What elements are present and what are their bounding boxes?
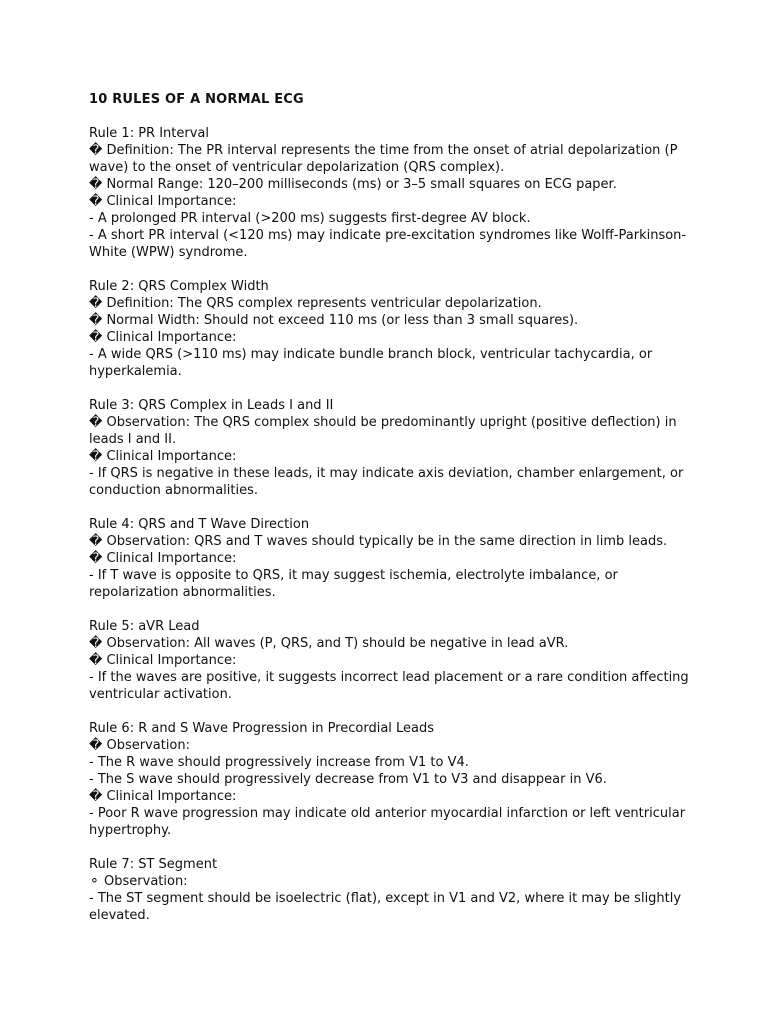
rule-heading: Rule 6: R and S Wave Progression in Precordial Leads xyxy=(89,721,435,736)
rule-6-section xyxy=(89,720,689,839)
rule-line: - If the waves are positive, it suggests incorrect lead placement or a rare condition affecting ventricular activation. xyxy=(89,670,689,702)
rule-line: � Observation: QRS and T waves should typically be in the same direction in limb leads. xyxy=(89,534,668,549)
rule-line: - The ST segment should be isoelectric (flat), except in V1 and V2, where it may be slightly elevated. xyxy=(89,891,682,923)
rule-line: � Clinical Importance: xyxy=(89,330,237,345)
rule-line: � Normal Range: 120–200 milliseconds (ms) or 3–5 small squares on ECG paper. xyxy=(89,177,617,192)
rule-line: - A short PR interval (<120 ms) may indicate pre-excitation syndromes like Wolff-Parkinson-White (WPW) syndrome. xyxy=(89,228,687,260)
rule-line: � Observation: All waves (P, QRS, and T) should be negative in lead aVR. xyxy=(89,636,569,651)
rule-line: � Definition: The QRS complex represents ventricular depolarization. xyxy=(89,296,542,311)
rule-2-section xyxy=(89,278,689,380)
rule-line: � Normal Width: Should not exceed 110 ms (or less than 3 small squares). xyxy=(89,313,579,328)
rule-line: � Clinical Importance: xyxy=(89,789,237,804)
rule-heading: Rule 7: ST Segment xyxy=(89,857,218,872)
rule-heading: Rule 4: QRS and T Wave Direction xyxy=(89,517,310,532)
rule-3-section xyxy=(89,397,689,499)
rule-heading: Rule 3: QRS Complex in Leads I and II xyxy=(89,398,334,413)
rule-heading: Rule 5: aVR Lead xyxy=(89,619,200,634)
rule-line: - A wide QRS (>110 ms) may indicate bundle branch block, ventricular tachycardia, or hyperkalemia. xyxy=(89,347,653,379)
rule-7-section xyxy=(89,856,689,924)
rule-1-section xyxy=(89,125,689,261)
rule-line: � Observation: The QRS complex should be predominantly upright (positive deflection) in leads I and II. xyxy=(89,415,677,447)
rule-line: � Observation: xyxy=(89,738,191,753)
rule-line: - If T wave is opposite to QRS, it may suggest ischemia, electrolyte imbalance, or repolarization abnormalities. xyxy=(89,568,618,600)
rule-4-section xyxy=(89,516,689,601)
rule-line: � Clinical Importance: xyxy=(89,551,237,566)
rule-line: � Clinical Importance: xyxy=(89,653,237,668)
rule-line: � Definition: The PR interval represents the time from the onset of atrial depolarization (P wave) to the onset of ventricular depolarization (QRS complex). xyxy=(89,143,678,175)
rule-line: ⚬ Observation: xyxy=(89,874,188,889)
rule-line: � Clinical Importance: xyxy=(89,449,237,464)
rule-5-section xyxy=(89,618,689,703)
rule-line: - A prolonged PR interval (>200 ms) suggests first-degree AV block. xyxy=(89,211,531,226)
document-body xyxy=(89,91,689,941)
rule-line: - Poor R wave progression may indicate old anterior myocardial infarction or left ventricular hypertrophy. xyxy=(89,806,686,838)
rule-line: - The S wave should progressively decrease from V1 to V3 and disappear in V6. xyxy=(89,772,607,787)
document-title: 10 RULES OF A NORMAL ECG xyxy=(89,92,304,107)
rule-line: - The R wave should progressively increase from V1 to V4. xyxy=(89,755,469,770)
rule-line: - If QRS is negative in these leads, it may indicate axis deviation, chamber enlargement, or conduction abnormalities. xyxy=(89,466,684,498)
rule-heading: Rule 2: QRS Complex Width xyxy=(89,279,269,294)
rule-heading: Rule 1: PR Interval xyxy=(89,126,210,141)
rule-line: � Clinical Importance: xyxy=(89,194,237,209)
